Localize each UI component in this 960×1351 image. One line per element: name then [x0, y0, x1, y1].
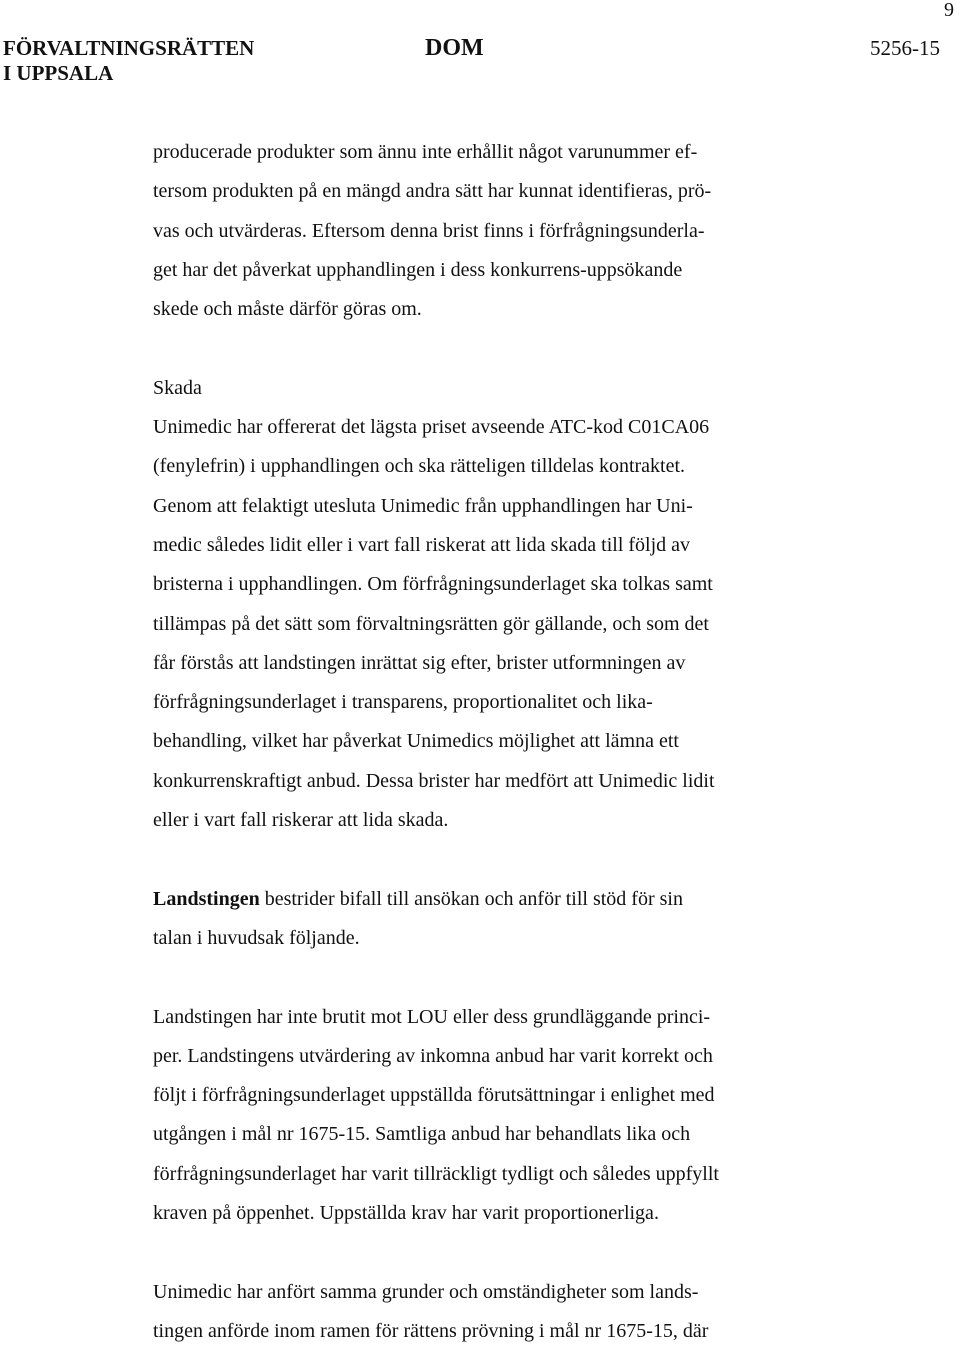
text-line: per. Landstingens utvärdering av inkomna anbud har varit korrekt och — [153, 1044, 713, 1067]
text-line — [153, 880, 813, 919]
text-line: get har det påverkat upphandlingen i dess konkurrens-uppsökande — [153, 258, 683, 281]
text-line: kraven på öppenhet. Uppställda krav har varit proportionerliga. — [153, 1202, 659, 1225]
text-line: får förstås att landstingen inrättat sig efter, brister utformningen av — [153, 651, 686, 674]
paragraph-spacer — [153, 329, 813, 368]
text-line: tillämpas på det sätt som förvaltningsrätten gör gällande, och som det — [153, 612, 709, 635]
text-line-rest: bestrider bifall till ansökan och anför till stöd för sin — [259, 887, 683, 910]
text-line: Unimedic har anfört samma grunder och omständigheter som lands- — [153, 1280, 699, 1303]
case-number: 5256-15 — [870, 36, 940, 60]
section-heading-skada: Skada — [153, 376, 202, 399]
text-line: följt i förfrågningsunderlaget uppställda förutsättningar i enlighet med — [153, 1084, 715, 1107]
paragraph-spacer — [153, 958, 813, 997]
text-line: (fenylefrin) i upphandlingen och ska rätteligen tilldelas kontraktet. — [153, 455, 686, 478]
paragraph-landstingen-position — [153, 880, 813, 959]
text-line: Genom att felaktigt utesluta Unimedic från upphandlingen har Uni- — [153, 494, 693, 517]
paragraph-product-identification — [153, 133, 813, 329]
text-line: medic således lidit eller i vart fall riskerat att lida skada till följd av — [153, 533, 691, 556]
court-name-line-2: I UPPSALA — [3, 61, 114, 85]
text-line: utgången i mål nr 1675-15. Samtliga anbud har behandlats lika och — [153, 1123, 691, 1146]
text-line: skede och måste därför göras om. — [153, 298, 422, 321]
text-line: producerade produkter som ännu inte erhållit något varunummer ef- — [153, 141, 698, 163]
document-type: DOM — [425, 35, 484, 61]
page-number: 9 — [944, 0, 954, 21]
paragraph-lou-compliance — [153, 998, 813, 1234]
party-name-landstingen: Landstingen — [153, 887, 260, 910]
text-line: tingen anförde inom ramen för rättens prövning i mål nr 1675-15, där — [153, 1319, 709, 1342]
section-skada — [153, 369, 813, 841]
text-line: förfrågningsunderlaget i transparens, proportionalitet och lika- — [153, 691, 653, 714]
paragraph-spacer — [153, 840, 813, 879]
court-name — [3, 36, 254, 86]
court-name-line-1: FÖRVALTNINGSRÄTTEN — [3, 36, 255, 60]
text-line: Landstingen har inte brutit mot LOU eller dess grundläggande princi- — [153, 1005, 711, 1028]
text-line: vas och utvärderas. Eftersom denna brist finns i förfrågningsunderla- — [153, 219, 705, 242]
text-line: konkurrenskraftigt anbud. Dessa brister har medfört att Unimedic lidit — [153, 769, 715, 792]
text-line: tersom produkten på en mängd andra sätt har kunnat identifieras, prö- — [153, 180, 712, 203]
text-line: förfrågningsunderlaget har varit tillräckligt tydligt och således uppfyllt — [153, 1162, 719, 1185]
paragraph-spacer — [153, 1233, 813, 1272]
text-line: behandling, vilket har påverkat Unimedics möjlighet att lämna ett — [153, 730, 679, 753]
text-line: talan i huvudsak följande. — [153, 926, 360, 949]
document-body — [153, 133, 813, 1351]
text-line: eller i vart fall riskerar att lida skada. — [153, 809, 449, 832]
text-line: Unimedic har offererat det lägsta priset avseende ATC-kod C01CA06 — [153, 416, 710, 439]
paragraph-unimedic-grounds — [153, 1273, 813, 1351]
text-line: bristerna i upphandlingen. Om förfrågningsunderlaget ska tolkas samt — [153, 573, 713, 596]
